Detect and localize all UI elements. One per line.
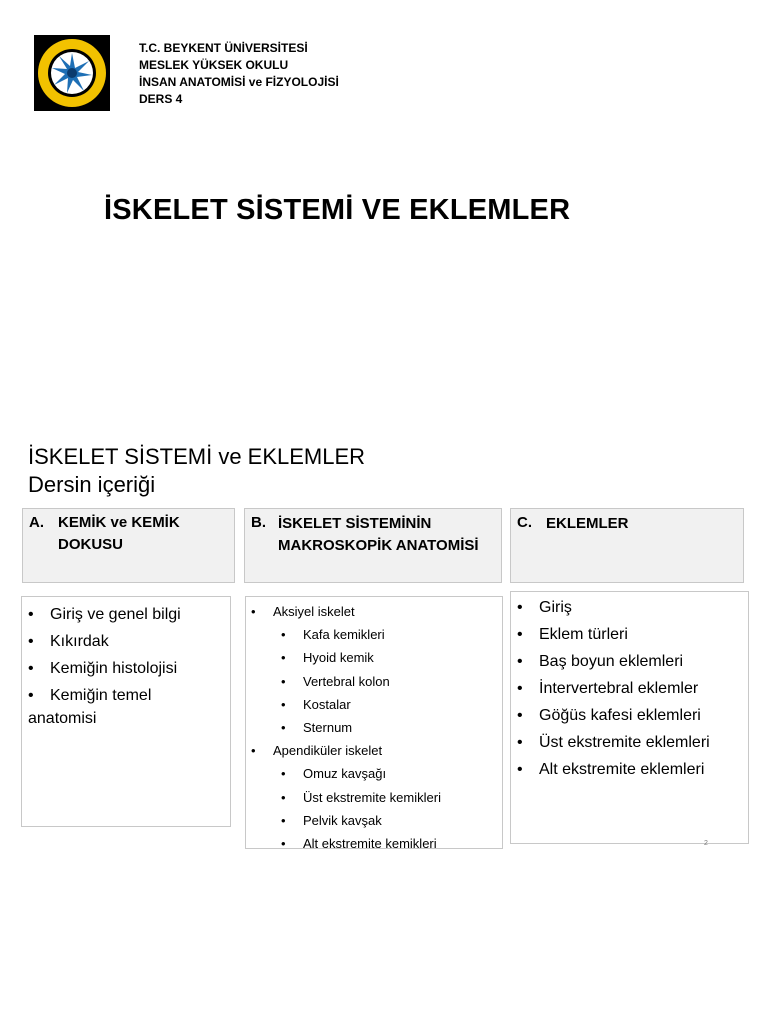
section-title bbox=[28, 443, 365, 499]
list-item: • Giriş bbox=[517, 594, 744, 621]
section-title-line2: Dersin içeriği bbox=[28, 472, 156, 497]
column-a-title-line2: DOKUSU bbox=[58, 536, 124, 553]
list-item bbox=[28, 682, 224, 732]
column-a-body bbox=[21, 596, 231, 827]
column-c-heading bbox=[510, 508, 744, 583]
column-b-letter: B. bbox=[251, 514, 266, 531]
column-b-list bbox=[251, 600, 498, 855]
page-number: 2 bbox=[704, 840, 708, 847]
header-line-school: MESLEK YÜKSEK OKULU bbox=[139, 58, 289, 72]
section-title-line1: İSKELET SİSTEMİ ve EKLEMLER bbox=[28, 444, 366, 469]
list-group-axial: • Aksiyel iskelet bbox=[251, 600, 498, 623]
column-a-title-line1: KEMİK ve KEMİK bbox=[58, 514, 180, 531]
university-seal-icon bbox=[34, 35, 110, 111]
list-item: • Alt ekstremite eklemleri bbox=[517, 756, 744, 783]
list-item: • Üst ekstremite kemikleri bbox=[251, 786, 498, 809]
column-c-list bbox=[517, 594, 744, 783]
list-item: • Hyoid kemik bbox=[251, 646, 498, 669]
list-item: • Pelvik kavşak bbox=[251, 809, 498, 832]
column-c-body bbox=[510, 591, 749, 844]
header-block bbox=[139, 40, 339, 108]
list-item: • Eklem türleri bbox=[517, 621, 744, 648]
column-b-body bbox=[245, 596, 503, 852]
list-item: • Omuz kavşağı bbox=[251, 762, 498, 785]
header-line-institution: T.C. BEYKENT ÜNİVERSİTESİ bbox=[139, 41, 308, 55]
list-item: • Vertebral kolon bbox=[251, 670, 498, 693]
column-a-letter: A. bbox=[29, 514, 44, 531]
column-a-heading bbox=[22, 508, 235, 583]
list-item: • Baş boyun eklemleri bbox=[517, 648, 744, 675]
column-c-letter: C. bbox=[517, 514, 532, 531]
list-item: • Kıkırdak bbox=[28, 628, 224, 655]
university-logo bbox=[34, 35, 110, 111]
list-item: • Kostalar bbox=[251, 693, 498, 716]
column-b-title-line1: İSKELET SİSTEMİNİN bbox=[278, 515, 432, 532]
list-item: • İntervertebral eklemler bbox=[517, 675, 744, 702]
list-item: • Giriş ve genel bilgi bbox=[28, 601, 224, 628]
column-b-title bbox=[278, 513, 479, 557]
column-b-title-line2: MAKROSKOPİK ANATOMİSİ bbox=[278, 537, 479, 554]
header-line-lesson: DERS 4 bbox=[139, 92, 183, 106]
list-item-line1: • Kemiğin temel bbox=[50, 687, 152, 704]
column-a-list bbox=[28, 601, 224, 732]
list-item: • Kafa kemikleri bbox=[251, 623, 498, 646]
list-item: • Üst ekstremite eklemleri bbox=[517, 729, 744, 756]
header-line-course: İNSAN ANATOMİSİ ve FİZYOLOJİSİ bbox=[139, 75, 339, 89]
column-a-title bbox=[58, 512, 180, 556]
list-group-appendicular: • Apendiküler iskelet bbox=[251, 739, 498, 762]
list-item: • Sternum bbox=[251, 716, 498, 739]
list-item: • Alt ekstremite kemikleri bbox=[251, 832, 498, 855]
column-c-title: EKLEMLER bbox=[546, 515, 629, 532]
page-title: İSKELET SİSTEMİ VE EKLEMLER bbox=[104, 194, 571, 226]
list-item-line2: anatomisi bbox=[28, 710, 97, 727]
list-item: • Göğüs kafesi eklemleri bbox=[517, 702, 744, 729]
list-item: • Kemiğin histolojisi bbox=[28, 655, 224, 682]
column-b-heading bbox=[244, 508, 502, 583]
